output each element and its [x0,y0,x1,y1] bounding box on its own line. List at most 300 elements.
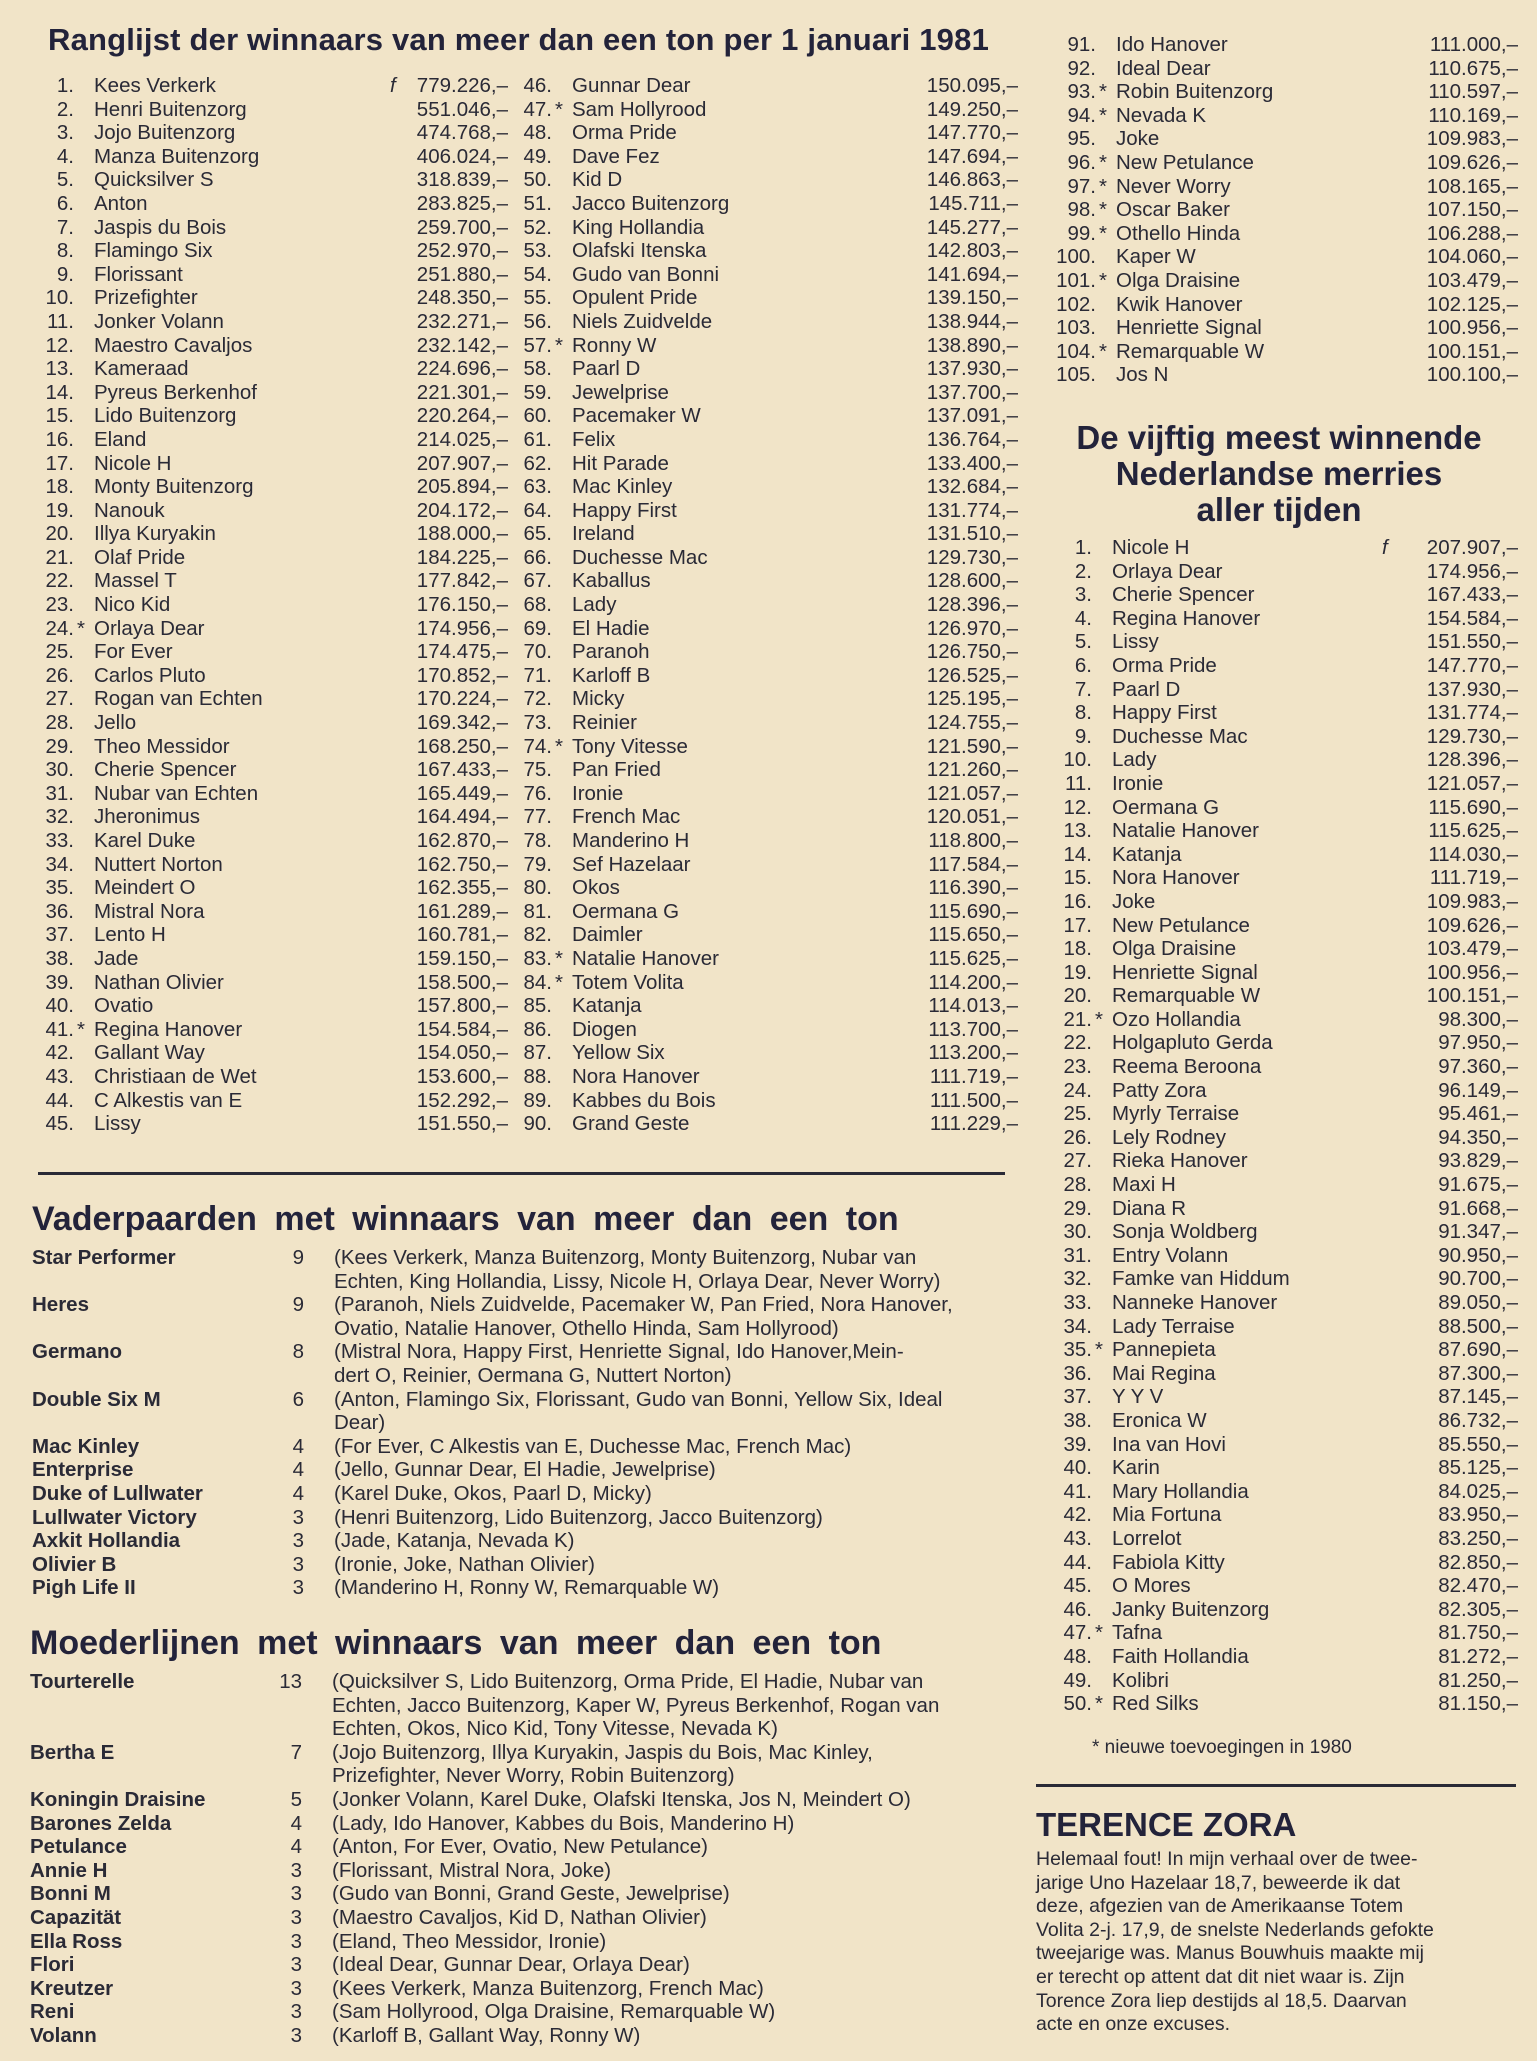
winner-list-line: (Lady, Ido Hanover, Kabbes du Bois, Manderino H) [332,1811,795,1835]
horse-name: Pacemaker W [572,404,701,428]
ranking-row [22,1018,508,1042]
winnings-amount: 111.719,– [1429,866,1518,890]
rank-number: 86. [523,1017,552,1041]
winnings-amount: 207.907,– [416,451,508,475]
rank-number: 84. [523,970,552,994]
rank-number: 7. [56,215,74,239]
horse-name: Carlos Pluto [94,663,206,687]
lineage-name: Reni [30,2000,75,2024]
horse-name: Mistral Nora [94,899,205,923]
rank-number: 57. [523,333,552,357]
rank-number: 38. [45,946,74,970]
ranking-row [22,711,508,735]
ranking-row [1040,269,1518,293]
winnings-amount: 126.750,– [926,640,1018,664]
ranking-row [1040,57,1518,81]
ranking-row [1040,1527,1518,1551]
winnings-amount: 168.250,– [416,734,508,758]
winnings-amount: 205.894,– [416,475,508,499]
new-entry-marker: * [1099,80,1107,104]
lineage-row [32,1458,1004,1482]
new-entry-marker: * [1095,1621,1103,1645]
horse-name: Nubar van Echten [94,781,259,805]
ranking-row [1040,560,1518,584]
ranking-row [510,735,1018,759]
winner-count: 3 [290,1976,302,2000]
winner-list [332,1670,1004,1741]
winner-list-line: (Jade, Katanja, Nevada K) [334,1529,575,1553]
horse-name: Kolibri [1112,1668,1169,1692]
lineage-row [32,1482,1004,1506]
rank-number: 62. [523,451,552,475]
horse-name: Oscar Baker [1116,198,1230,222]
horse-name: Nanneke Hanover [1112,1291,1278,1314]
winner-list [334,1340,1004,1387]
section-divider-right [1036,1784,1516,1787]
ranking-row [510,428,1018,452]
rank-number: 42. [1063,1503,1092,1527]
winnings-amount: 91.675,– [1438,1173,1518,1197]
winnings-amount: 207.907,– [1426,536,1518,559]
winnings-amount: 177.842,– [416,569,508,593]
lineage-name: Heres [32,1293,89,1317]
winnings-amount: 107.150,– [1426,198,1518,222]
ranking-row [22,1112,508,1136]
rank-number: 16. [1063,889,1092,913]
rank-number: 66. [523,545,552,569]
ranking-row [22,758,508,782]
winner-list [332,1812,1004,1836]
rank-number: 34. [45,852,74,876]
winnings-amount: 87.300,– [1438,1361,1518,1385]
winnings-amount: 159.150,– [416,946,508,970]
winner-list-line: (Kees Verkerk, Manza Buitenzorg, French Mac) [332,1976,764,2000]
rank-number: 23. [45,593,74,617]
horse-name: Patty Zora [1112,1078,1207,1102]
winnings-amount: 161.289,– [416,899,508,923]
horse-name: Olga Draisine [1112,937,1237,961]
rank-number: 55. [523,286,552,310]
rank-number: 33. [1063,1291,1092,1314]
article-line: tweejarige was. Manus Bouwhuis maakte mij [1036,1942,1425,1965]
winnings-amount: 139.150,– [926,286,1018,310]
winnings-amount: 100.956,– [1426,316,1518,340]
rank-number: 18. [1063,937,1092,961]
winnings-amount: 174.475,– [416,640,508,664]
rank-number: 31. [1063,1243,1092,1267]
horse-name: Mac Kinley [572,475,673,499]
rank-number: 105. [1056,363,1096,387]
new-entry-marker: * [1099,174,1107,198]
winnings-amount: 82.850,– [1438,1550,1518,1574]
ranking-row [510,829,1018,853]
merries-title-line-3: aller tijden [1196,491,1362,528]
merries-footnote: * nieuwe toevoegingen in 1980 [1092,1737,1352,1758]
horse-name: Mai Regina [1112,1361,1216,1385]
winner-list [332,2000,1004,2024]
rank-number: 71. [523,663,552,687]
horse-name: For Ever [94,640,173,664]
rank-number: 44. [1063,1550,1092,1574]
winnings-amount: 121.057,– [926,781,1018,805]
horse-name: Jade [94,946,139,970]
winnings-amount: 110.169,– [1428,103,1518,127]
ranking-row [510,263,1018,287]
ranking-row [510,381,1018,405]
winner-count: 4 [290,1811,302,1835]
winnings-amount: 248.350,– [416,286,508,310]
rank-number: 89. [523,1088,552,1112]
rank-number: 8. [1074,701,1092,725]
winnings-amount: 114.200,– [928,970,1018,994]
ranking-row [1040,1031,1518,1055]
horse-name: Ironie [1112,771,1164,795]
ranking-row [1040,1551,1518,1575]
rank-number: 19. [1063,960,1092,984]
winnings-amount: 151.550,– [416,1112,508,1136]
ranking-row [1040,1055,1518,1079]
winnings-amount: 98.300,– [1438,1007,1518,1031]
winnings-amount: 103.479,– [1426,268,1518,292]
ranking-row [22,357,508,381]
winnings-amount: 133.400,– [926,451,1018,475]
horse-name: Nora Hanover [572,1064,700,1088]
winnings-amount: 167.433,– [416,758,508,782]
winnings-amount: 169.342,– [416,711,508,735]
winnings-amount: 174.956,– [1426,559,1518,583]
rank-number: 93. [1067,80,1096,104]
lineage-row [30,1977,1004,2001]
ranking-row [22,735,508,759]
winnings-amount: 204.172,– [416,498,508,522]
winner-list [332,2024,1004,2048]
winnings-amount: 232.142,– [416,333,508,357]
ranking-row [1040,1574,1518,1598]
merries-title-line-1: De vijftig meest winnende [1076,419,1482,456]
winnings-amount: 131.510,– [926,522,1018,546]
horse-name: Manderino H [572,829,690,852]
winner-count: 9 [292,1246,304,1269]
winner-list-line: (Jello, Gunnar Dear, El Hadie, Jewelprise) [334,1458,716,1482]
lineage-name: Pigh Life II [32,1576,136,1600]
rank-number: 40. [45,994,74,1018]
winnings-amount: 138.944,– [926,309,1018,333]
ranking-row [510,994,1018,1018]
ranking-row [22,522,508,546]
winner-count: 7 [290,1740,302,1764]
winner-list-line: (Quicksilver S, Lido Buitenzorg, Orma Pride, El Hadie, Nubar van [332,1670,924,1693]
article-body [1036,1848,1522,2037]
rank-number: 80. [523,876,552,900]
lineage-name: Star Performer [32,1246,176,1269]
lineage-row [32,1529,1004,1553]
article-line: Torence Zora liep destijds al 18,5. Daarvan [1036,1989,1407,2012]
rank-number: 51. [523,191,552,215]
rank-number: 60. [523,404,552,428]
lineage-row [30,1812,1004,1836]
horse-name: Nuttert Norton [94,852,223,876]
horse-name: Ireland [572,522,635,546]
winner-list [332,1953,1004,1977]
winnings-amount: 115.690,– [928,899,1018,923]
winnings-amount: 141.694,– [926,262,1018,286]
rank-number: 36. [1063,1361,1092,1385]
winnings-amount: 146.863,– [926,168,1018,192]
winnings-amount: 137.930,– [1426,677,1518,701]
ranking-row [1040,843,1518,867]
winnings-amount: 94.350,– [1438,1125,1518,1149]
rank-number: 37. [1063,1385,1092,1409]
winnings-amount: 82.470,– [1438,1574,1518,1598]
ranking-row [1040,866,1518,890]
horse-name: Happy First [1112,701,1217,725]
rank-number: 12. [45,333,74,357]
horse-name: Myrly Terraise [1112,1102,1240,1126]
winner-list-line: (Florissant, Mistral Nora, Joke) [332,1858,612,1882]
winnings-amount: 111.719,– [929,1064,1018,1088]
horse-name: Reinier [572,711,637,735]
winnings-amount: 109.983,– [1426,127,1518,151]
ranking-row [1040,890,1518,914]
lineage-row [30,1906,1004,1930]
ranking-row [1040,1409,1518,1433]
horse-name: Sef Hazelaar [572,852,691,876]
rank-number: 49. [523,144,552,168]
rank-number: 54. [523,262,552,286]
horse-name: Joke [1112,889,1156,913]
lineage-row [30,2000,1004,2024]
rank-number: 31. [45,781,74,805]
horse-name: Orma Pride [1112,653,1217,677]
horse-name: Manza Buitenzorg [94,144,260,168]
lineage-name: Lullwater Victory [32,1505,197,1529]
winnings-amount: 318.839,– [416,168,508,192]
winnings-amount: 128.396,– [1426,748,1518,772]
winnings-amount: 220.264,– [416,404,508,428]
horse-name: New Petulance [1116,150,1254,174]
winnings-amount: 86.732,– [1438,1408,1518,1432]
ranking-row [1040,245,1518,269]
lineage-row [30,1741,1004,1788]
horse-name: French Mac [572,805,681,829]
ranking-row [510,286,1018,310]
winnings-amount: 136.764,– [926,427,1018,451]
rank-number: 16. [45,427,74,451]
rank-number: 23. [1063,1055,1092,1079]
ranking-row [1040,796,1518,820]
ranking-row [22,971,508,995]
rank-number: 88. [523,1064,552,1088]
rank-number: 36. [45,899,74,923]
section-divider-left [38,1172,1005,1175]
horse-name: Tony Vitesse [572,734,688,758]
winnings-amount: 111.229,– [929,1112,1018,1136]
ranking-row [1040,1197,1518,1221]
ranking-row [22,145,508,169]
ranking-row [1040,1267,1518,1291]
winnings-amount: 158.500,– [416,970,508,994]
winnings-amount: 113.200,– [928,1041,1018,1065]
winnings-amount: 111.000,– [1429,33,1518,56]
ranking-row [1040,1338,1518,1362]
horse-name: Christiaan de Wet [94,1064,257,1088]
horse-name: Jheronimus [94,805,200,829]
winnings-amount: 118.800,– [928,829,1018,852]
winnings-amount: 100.100,– [1426,363,1518,387]
horse-name: Jacco Buitenzorg [572,191,730,215]
merries-list [1040,536,1518,1716]
rank-number: 63. [523,475,552,499]
horse-name: Cherie Spencer [1112,583,1255,607]
rank-number: 24. [45,616,74,640]
ranking-row [510,782,1018,806]
horse-name: Gunnar Dear [572,74,691,97]
rank-number: 83. [523,946,552,970]
winner-count: 4 [292,1434,304,1458]
horse-name: Rogan van Echten [94,687,263,711]
ranking-row [22,876,508,900]
horse-name: Lorrelot [1112,1526,1182,1550]
ranking-row [22,1065,508,1089]
winnings-amount: 165.449,– [416,781,508,805]
horse-name: Olaf Pride [94,545,186,569]
horse-name: Okos [572,876,620,900]
new-entry-marker: * [1099,150,1107,174]
winnings-amount: 115.690,– [1428,795,1518,819]
horse-name: Paarl D [572,357,641,381]
horse-name: Lady Terraise [1112,1314,1235,1338]
winner-count: 4 [292,1458,304,1482]
winner-count: 3 [290,2000,302,2024]
ranking-row [1040,198,1518,222]
rank-number: 21. [45,545,74,569]
winnings-amount: 87.145,– [1438,1385,1518,1409]
ranking-row [510,805,1018,829]
winnings-amount: 152.292,– [416,1088,508,1112]
horse-name: Nanouk [94,498,165,522]
ranking-row [510,168,1018,192]
winnings-amount: 83.950,– [1438,1503,1518,1527]
ranking-row [1040,151,1518,175]
ranking-row [510,216,1018,240]
rank-number: 30. [1063,1220,1092,1244]
winner-list [332,1882,1004,1906]
horse-name: Diana R [1112,1196,1187,1220]
rank-number: 28. [45,711,74,735]
rank-number: 97. [1067,174,1096,198]
winnings-amount: 147.770,– [926,121,1018,145]
ranking-row [510,74,1018,98]
ranking-row [1040,630,1518,654]
winnings-amount: 121.260,– [926,758,1018,782]
winner-list-line: Prizefighter, Never Worry, Robin Buitenzorg) [332,1764,735,1788]
rank-number: 94. [1067,103,1096,127]
ranking-row [22,475,508,499]
winner-list [334,1293,1004,1340]
lineage-name: Annie H [30,1858,108,1882]
ranking-row [510,1018,1018,1042]
rank-number: 41. [1063,1479,1092,1503]
lineage-name: Bertha E [30,1740,115,1764]
lineage-name: Germano [32,1340,122,1364]
rank-number: 45. [45,1112,74,1136]
horse-name: Cherie Spencer [94,758,237,782]
horse-name: Orlaya Dear [1112,559,1223,583]
winner-list [334,1529,1004,1553]
winnings-amount: 129.730,– [926,545,1018,569]
rank-number: 48. [1063,1644,1092,1668]
rank-number: 92. [1067,56,1096,80]
article-line: Volita 2-j. 17,9, de snelste Nederlands gefokte [1036,1918,1434,1941]
horse-name: Ido Hanover [1116,33,1228,56]
horse-name: Illya Kuryakin [94,522,216,546]
horse-name: Ironie [572,781,624,805]
ranking-row [1040,175,1518,199]
ranking-row [22,452,508,476]
horse-name: Opulent Pride [572,286,698,310]
winner-list-line: (Maestro Cavaljos, Kid D, Nathan Olivier) [332,1906,707,1929]
horse-name: Fabiola Kitty [1112,1550,1225,1574]
horse-name: Prizefighter [94,286,198,310]
rank-number: 14. [1063,842,1092,866]
lineage-name: Axkit Hollandia [32,1529,181,1553]
winnings-amount: 137.930,– [926,357,1018,381]
winnings-amount: 131.774,– [1426,701,1518,725]
new-entry-marker: * [1095,1692,1103,1716]
winnings-amount: 232.271,– [416,309,508,333]
winner-list [334,1246,1004,1293]
new-entry-marker: * [555,333,563,357]
rank-number: 6. [56,191,74,215]
lineage-name: Volann [30,2024,97,2047]
rank-number: 64. [523,498,552,522]
winnings-amount: 151.550,– [1426,630,1518,654]
rank-number: 104. [1056,339,1096,363]
lineage-row [30,1835,1004,1859]
winnings-amount: 81.250,– [1438,1668,1518,1692]
rank-number: 12. [1063,795,1092,819]
winnings-amount: 90.950,– [1438,1243,1518,1267]
horse-name: Felix [572,427,616,451]
rank-number: 91. [1067,33,1096,56]
rank-number: 4. [56,144,74,168]
winnings-amount: 93.829,– [1438,1149,1518,1173]
rank-number: 15. [1063,866,1092,890]
horse-name: Hit Parade [572,451,669,475]
ranking-row [1040,1433,1518,1457]
ranking-row [1040,1385,1518,1409]
winnings-amount: 116.390,– [928,876,1018,900]
ranking-row [1040,1645,1518,1669]
winner-list-line: Echten, Okos, Nico Kid, Tony Vitesse, Nevada K) [332,1717,778,1741]
rank-number: 56. [523,309,552,333]
horse-name: Kabbes du Bois [572,1088,716,1112]
rank-number: 45. [1063,1574,1092,1598]
new-entry-marker: * [555,734,563,758]
winner-count: 3 [292,1552,304,1576]
winner-list-line: (Karel Duke, Okos, Paarl D, Micky) [334,1482,652,1505]
ranking-row [22,994,508,1018]
horse-name: Lady [1112,748,1157,772]
winner-list-line: (Anton, For Ever, Ovatio, New Petulance) [332,1835,708,1859]
horse-name: Nico Kid [94,593,171,617]
winnings-amount: 160.781,– [416,923,508,947]
winner-count: 3 [292,1505,304,1529]
rank-number: 29. [1063,1196,1092,1220]
horse-name: Kees Verkerk [94,74,216,97]
winner-list [332,1977,1004,2001]
winnings-amount: 109.983,– [1426,889,1518,913]
